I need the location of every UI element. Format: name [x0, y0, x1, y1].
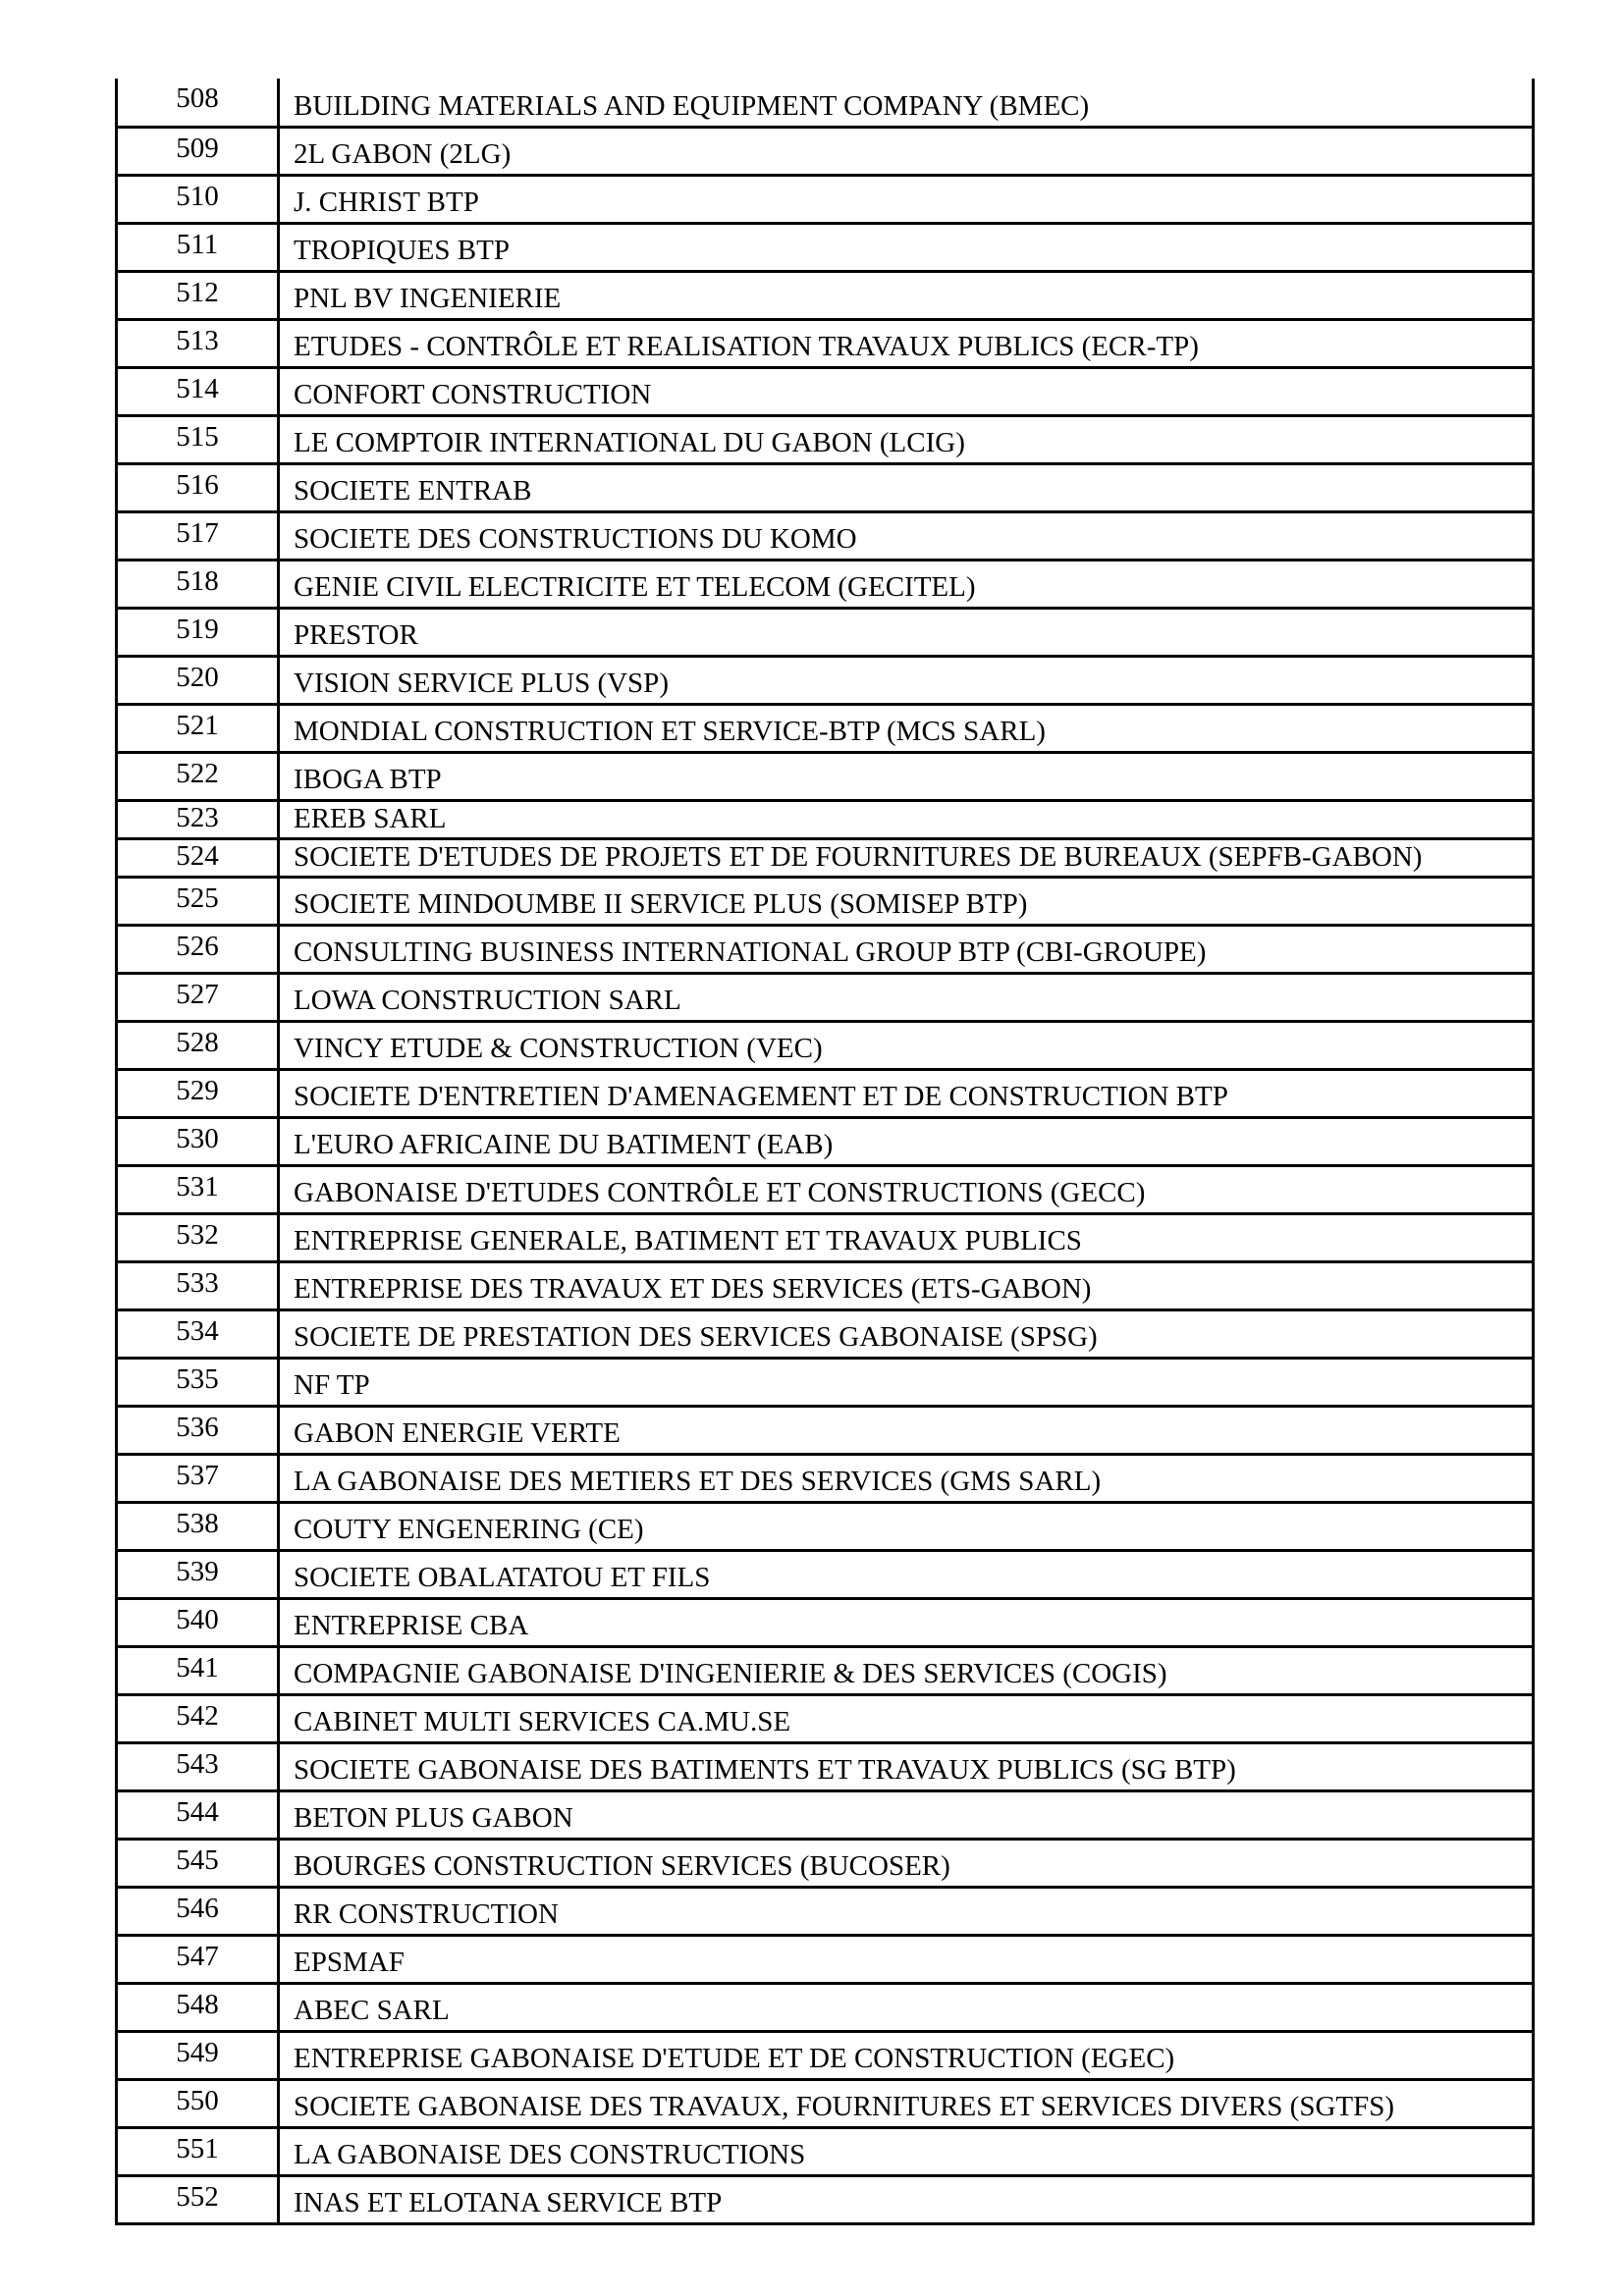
row-number: 540 — [117, 1598, 279, 1646]
table-row — [117, 223, 1534, 271]
company-name: ENTREPRISE DES TRAVAUX ET DES SERVICES (ETS-GABON) — [279, 1261, 1534, 1309]
row-number: 522 — [117, 752, 279, 800]
row-number: 513 — [117, 319, 279, 367]
company-name: LOWA CONSTRUCTION SARL — [279, 973, 1534, 1021]
row-number: 508 — [117, 79, 279, 127]
table-row — [117, 838, 1534, 877]
table-row — [117, 175, 1534, 223]
company-name: GABONAISE D'ETUDES CONTRÔLE ET CONSTRUCTIONS (GECC) — [279, 1165, 1534, 1213]
row-number: 529 — [117, 1069, 279, 1117]
company-name: VISION SERVICE PLUS (VSP) — [279, 656, 1534, 704]
table-row — [117, 1839, 1534, 1887]
company-name: EREB SARL — [279, 800, 1534, 838]
company-name: SOCIETE D'ENTRETIEN D'AMENAGEMENT ET DE CONSTRUCTION BTP — [279, 1069, 1534, 1117]
row-number: 525 — [117, 877, 279, 925]
row-number: 532 — [117, 1213, 279, 1261]
row-number: 512 — [117, 271, 279, 319]
company-name: TROPIQUES BTP — [279, 223, 1534, 271]
row-number: 537 — [117, 1454, 279, 1502]
table-row — [117, 1646, 1534, 1694]
table-row — [117, 656, 1534, 704]
company-name: COMPAGNIE GABONAISE D'INGENIERIE & DES SERVICES (COGIS) — [279, 1646, 1534, 1694]
table-row — [117, 1117, 1534, 1165]
table-row — [117, 608, 1534, 656]
company-name: 2L GABON (2LG) — [279, 127, 1534, 175]
company-name: COUTY ENGENERING (CE) — [279, 1502, 1534, 1550]
table-row — [117, 415, 1534, 463]
table-row — [117, 1983, 1534, 2031]
company-name: LA GABONAISE DES CONSTRUCTIONS — [279, 2127, 1534, 2175]
company-list-table — [115, 79, 1535, 2225]
company-name: VINCY ETUDE & CONSTRUCTION (VEC) — [279, 1021, 1534, 1069]
table-row — [117, 463, 1534, 511]
table-row — [117, 1887, 1534, 1935]
company-name: PRESTOR — [279, 608, 1534, 656]
table-row — [117, 1261, 1534, 1309]
row-number: 541 — [117, 1646, 279, 1694]
row-number: 523 — [117, 800, 279, 838]
company-name: BOURGES CONSTRUCTION SERVICES (BUCOSER) — [279, 1839, 1534, 1887]
company-name: LE COMPTOIR INTERNATIONAL DU GABON (LCIG) — [279, 415, 1534, 463]
row-number: 535 — [117, 1358, 279, 1406]
company-name: BETON PLUS GABON — [279, 1790, 1534, 1839]
row-number: 549 — [117, 2031, 279, 2079]
row-number: 534 — [117, 1309, 279, 1358]
table-row — [117, 1358, 1534, 1406]
table-row — [117, 752, 1534, 800]
row-number: 531 — [117, 1165, 279, 1213]
table-row — [117, 973, 1534, 1021]
table-row — [117, 2175, 1534, 2223]
company-name: J. CHRIST BTP — [279, 175, 1534, 223]
table-row — [117, 800, 1534, 838]
row-number: 551 — [117, 2127, 279, 2175]
row-number: 547 — [117, 1935, 279, 1983]
table-row — [117, 1069, 1534, 1117]
row-number: 528 — [117, 1021, 279, 1069]
table-row — [117, 79, 1534, 127]
company-name: ETUDES - CONTRÔLE ET REALISATION TRAVAUX PUBLICS (ECR-TP) — [279, 319, 1534, 367]
table-row — [117, 271, 1534, 319]
table-row — [117, 2031, 1534, 2079]
table-row — [117, 511, 1534, 560]
row-number: 524 — [117, 838, 279, 877]
table-row — [117, 1165, 1534, 1213]
company-name: SOCIETE MINDOUMBE II SERVICE PLUS (SOMISEP BTP) — [279, 877, 1534, 925]
company-name: ABEC SARL — [279, 1983, 1534, 2031]
table-row — [117, 1213, 1534, 1261]
row-number: 511 — [117, 223, 279, 271]
row-number: 538 — [117, 1502, 279, 1550]
table-row — [117, 127, 1534, 175]
row-number: 517 — [117, 511, 279, 560]
row-number: 520 — [117, 656, 279, 704]
company-name: GENIE CIVIL ELECTRICITE ET TELECOM (GECITEL) — [279, 560, 1534, 608]
company-name: IBOGA BTP — [279, 752, 1534, 800]
row-number: 536 — [117, 1406, 279, 1454]
row-number: 515 — [117, 415, 279, 463]
table-row — [117, 1598, 1534, 1646]
row-number: 526 — [117, 925, 279, 973]
company-name: SOCIETE D'ETUDES DE PROJETS ET DE FOURNITURES DE BUREAUX (SEPFB-GABON) — [279, 838, 1534, 877]
company-name: ENTREPRISE GENERALE, BATIMENT ET TRAVAUX PUBLICS — [279, 1213, 1534, 1261]
table-row — [117, 925, 1534, 973]
table-row — [117, 1309, 1534, 1358]
company-name: ENTREPRISE GABONAISE D'ETUDE ET DE CONSTRUCTION (EGEC) — [279, 2031, 1534, 2079]
row-number: 509 — [117, 127, 279, 175]
company-name: L'EURO AFRICAINE DU BATIMENT (EAB) — [279, 1117, 1534, 1165]
row-number: 533 — [117, 1261, 279, 1309]
row-number: 527 — [117, 973, 279, 1021]
company-name: NF TP — [279, 1358, 1534, 1406]
table-row — [117, 1935, 1534, 1983]
table-row — [117, 560, 1534, 608]
company-name: SOCIETE OBALATATOU ET FILS — [279, 1550, 1534, 1598]
table-row — [117, 1454, 1534, 1502]
company-name: MONDIAL CONSTRUCTION ET SERVICE-BTP (MCS SARL) — [279, 704, 1534, 752]
company-name: SOCIETE GABONAISE DES TRAVAUX, FOURNITURES ET SERVICES DIVERS (SGTFS) — [279, 2079, 1534, 2127]
row-number: 546 — [117, 1887, 279, 1935]
row-number: 519 — [117, 608, 279, 656]
row-number: 550 — [117, 2079, 279, 2127]
row-number: 552 — [117, 2175, 279, 2223]
table-row — [117, 1502, 1534, 1550]
company-name: SOCIETE GABONAISE DES BATIMENTS ET TRAVAUX PUBLICS (SG BTP) — [279, 1742, 1534, 1790]
table-row — [117, 367, 1534, 415]
row-number: 518 — [117, 560, 279, 608]
table-row — [117, 1790, 1534, 1839]
table-row — [117, 1550, 1534, 1598]
row-number: 542 — [117, 1694, 279, 1742]
company-name: CABINET MULTI SERVICES CA.MU.SE — [279, 1694, 1534, 1742]
table-row — [117, 1742, 1534, 1790]
row-number: 516 — [117, 463, 279, 511]
row-number: 543 — [117, 1742, 279, 1790]
table-row — [117, 319, 1534, 367]
company-name: SOCIETE ENTRAB — [279, 463, 1534, 511]
company-name: SOCIETE DE PRESTATION DES SERVICES GABONAISE (SPSG) — [279, 1309, 1534, 1358]
table-row — [117, 1406, 1534, 1454]
company-name: CONSULTING BUSINESS INTERNATIONAL GROUP BTP (CBI-GROUPE) — [279, 925, 1534, 973]
company-name: GABON ENERGIE VERTE — [279, 1406, 1534, 1454]
table-row — [117, 877, 1534, 925]
row-number: 510 — [117, 175, 279, 223]
company-name: LA GABONAISE DES METIERS ET DES SERVICES (GMS SARL) — [279, 1454, 1534, 1502]
company-name: EPSMAF — [279, 1935, 1534, 1983]
row-number: 539 — [117, 1550, 279, 1598]
company-name: INAS ET ELOTANA SERVICE BTP — [279, 2175, 1534, 2223]
company-name: BUILDING MATERIALS AND EQUIPMENT COMPANY (BMEC) — [279, 79, 1534, 127]
table-row — [117, 704, 1534, 752]
table-row — [117, 2079, 1534, 2127]
row-number: 545 — [117, 1839, 279, 1887]
row-number: 530 — [117, 1117, 279, 1165]
row-number: 514 — [117, 367, 279, 415]
company-name: SOCIETE DES CONSTRUCTIONS DU KOMO — [279, 511, 1534, 560]
company-name: PNL BV INGENIERIE — [279, 271, 1534, 319]
row-number: 548 — [117, 1983, 279, 2031]
table-row — [117, 2127, 1534, 2175]
company-name: CONFORT CONSTRUCTION — [279, 367, 1534, 415]
row-number: 544 — [117, 1790, 279, 1839]
company-name: ENTREPRISE CBA — [279, 1598, 1534, 1646]
table-row — [117, 1694, 1534, 1742]
row-number: 521 — [117, 704, 279, 752]
company-name: RR CONSTRUCTION — [279, 1887, 1534, 1935]
table-row — [117, 1021, 1534, 1069]
